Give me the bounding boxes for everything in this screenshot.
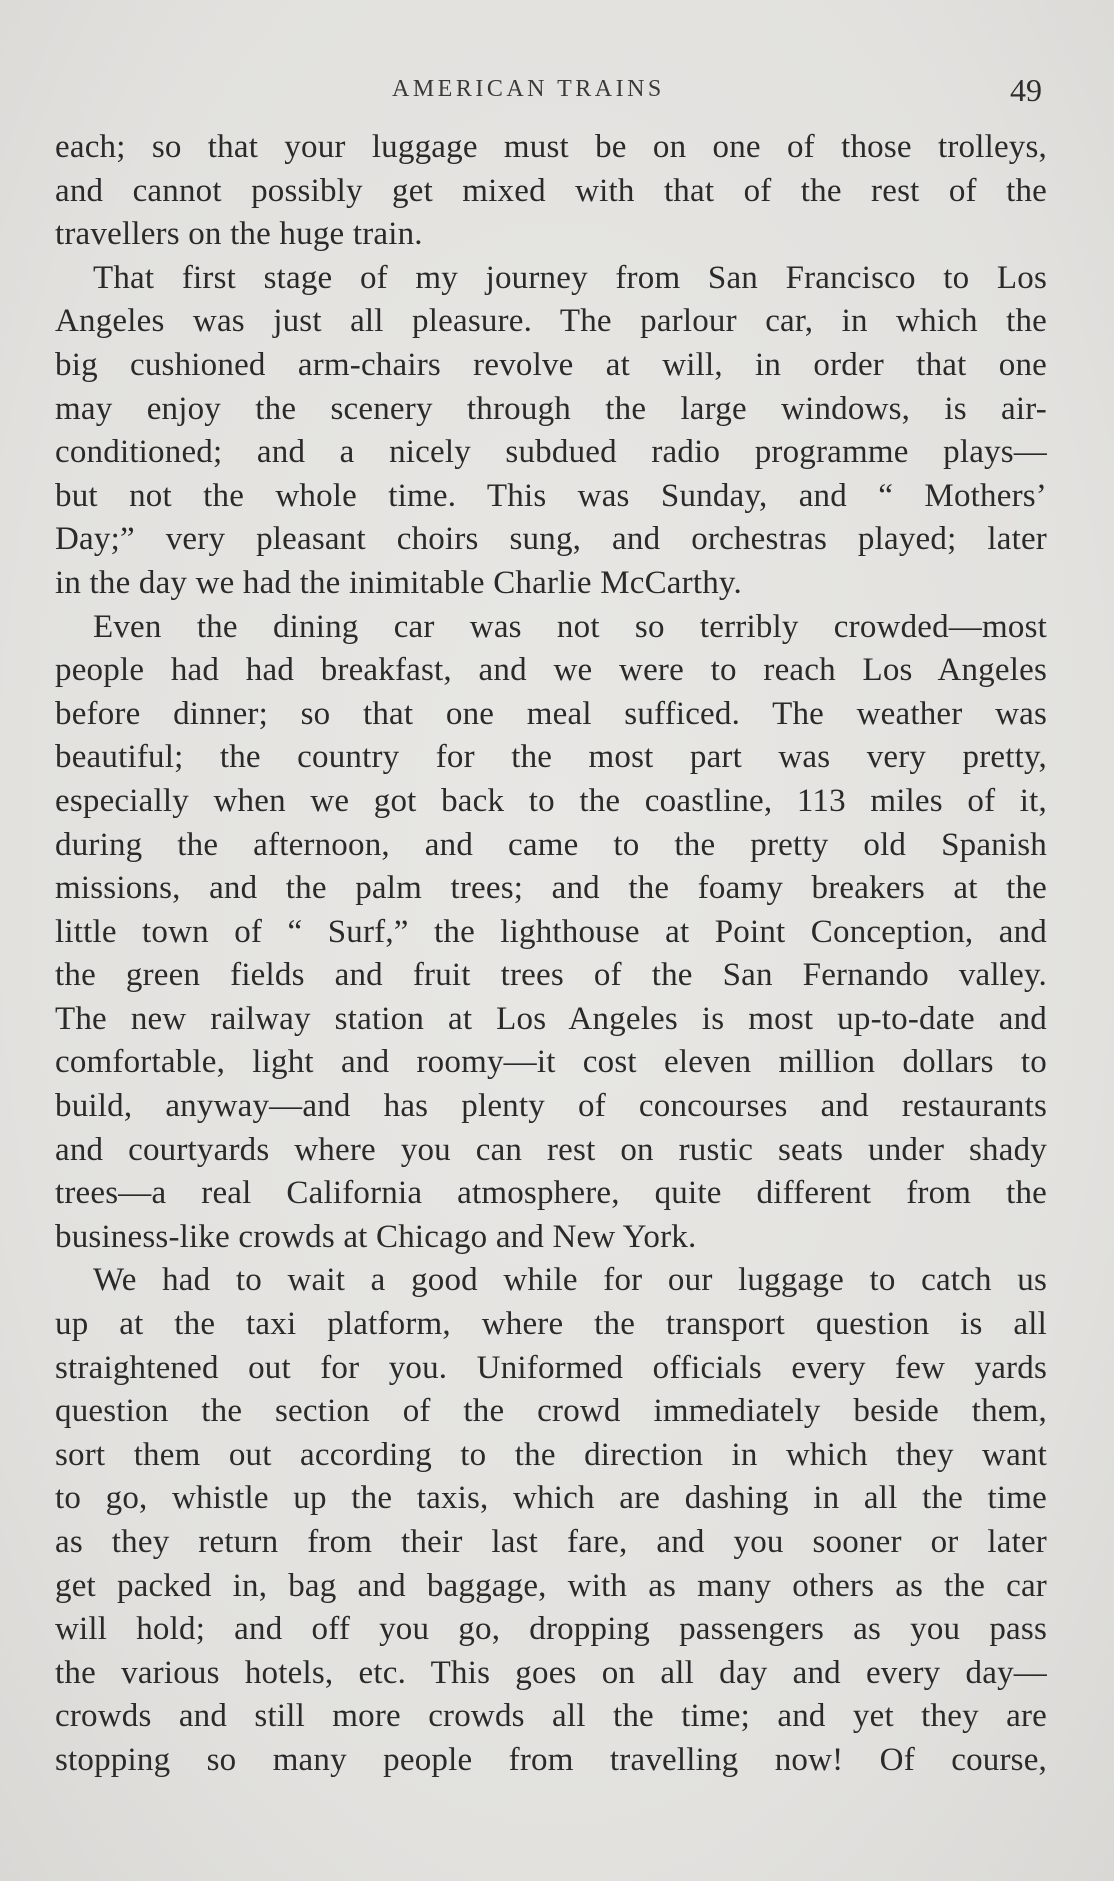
- text-line: before dinner; so that one meal sufficed. The weather was: [55, 695, 1047, 732]
- text-line: stopping so many people from travelling now! Of course,: [55, 1741, 1047, 1778]
- text-line: big cushioned arm-chairs revolve at will, in order that one: [55, 346, 1047, 383]
- text-line: Day;” very pleasant choirs sung, and orchestras played; later: [55, 521, 1047, 558]
- text-line: trees—a real California atmosphere, quite different from the: [55, 1175, 1047, 1212]
- text-line: travellers on the huge train.: [55, 216, 423, 253]
- text-line: build, anyway—and has plenty of concourses and restaurants: [55, 1088, 1047, 1125]
- body-text: [55, 126, 1047, 1783]
- text-line: crowds and still more crowds all the time; and yet they are: [55, 1698, 1047, 1735]
- text-line: beautiful; the country for the most part was very pretty,: [55, 739, 1047, 776]
- text-line: question the section of the crowd immediately beside them,: [55, 1393, 1047, 1430]
- text-line: but not the whole time. This was Sunday, and “ Mothers’: [55, 477, 1047, 514]
- text-line: business-like crowds at Chicago and New York.: [55, 1218, 697, 1255]
- text-line: people had had breakfast, and we were to reach Los Angeles: [55, 652, 1047, 689]
- text-line: the various hotels, etc. This goes on all day and every day—: [55, 1654, 1047, 1691]
- text-line: in the day we had the inimitable Charlie McCarthy.: [55, 564, 742, 601]
- paragraph-first-line: Even the dining car was not so terribly crowded—most: [93, 608, 1047, 645]
- text-line: The new railway station at Los Angeles is most up-to-date and: [55, 1000, 1047, 1037]
- text-line: during the afternoon, and came to the pretty old Spanish: [55, 826, 1047, 863]
- text-line: to go, whistle up the taxis, which are dashing in all the time: [55, 1480, 1047, 1517]
- text-line: and courtyards where you can rest on rustic seats under shady: [55, 1131, 1047, 1168]
- page-number: 49: [1010, 72, 1042, 108]
- text-line: the green fields and fruit trees of the San Fernando valley.: [55, 957, 1047, 994]
- text-line: sort them out according to the direction in which they want: [55, 1436, 1047, 1473]
- text-line: Angeles was just all pleasure. The parlour car, in which the: [55, 303, 1047, 340]
- text-line: little town of “ Surf,” the lighthouse at Point Conception, and: [55, 913, 1047, 950]
- text-line: may enjoy the scenery through the large windows, is air-: [55, 390, 1047, 427]
- text-line: as they return from their last fare, and you sooner or later: [55, 1524, 1047, 1560]
- paragraph-first-line: We had to wait a good while for our luggage to catch us: [93, 1262, 1047, 1299]
- running-head: [0, 72, 1114, 112]
- text-line: straightened out for you. Uniformed officials every few yards: [55, 1349, 1047, 1386]
- text-line: each; so that your luggage must be on one of those trolleys,: [55, 129, 1047, 165]
- running-title: AMERICAN TRAINS: [392, 76, 665, 102]
- text-line: and cannot possibly get mixed with that of the rest of the: [55, 172, 1047, 209]
- text-line: will hold; and off you go, dropping passengers as you pass: [55, 1611, 1047, 1648]
- text-line: get packed in, bag and baggage, with as many others as the car: [55, 1567, 1047, 1604]
- text-line: especially when we got back to the coastline, 113 miles of it,: [55, 782, 1047, 819]
- text-line: conditioned; and a nicely subdued radio programme plays—: [55, 434, 1047, 471]
- paragraph-first-line: That first stage of my journey from San Francisco to Los: [93, 259, 1047, 296]
- text-line: missions, and the palm trees; and the foamy breakers at the: [55, 870, 1047, 907]
- text-line: up at the taxi platform, where the transport question is all: [55, 1306, 1047, 1343]
- text-line: comfortable, light and roomy—it cost eleven million dollars to: [55, 1044, 1047, 1081]
